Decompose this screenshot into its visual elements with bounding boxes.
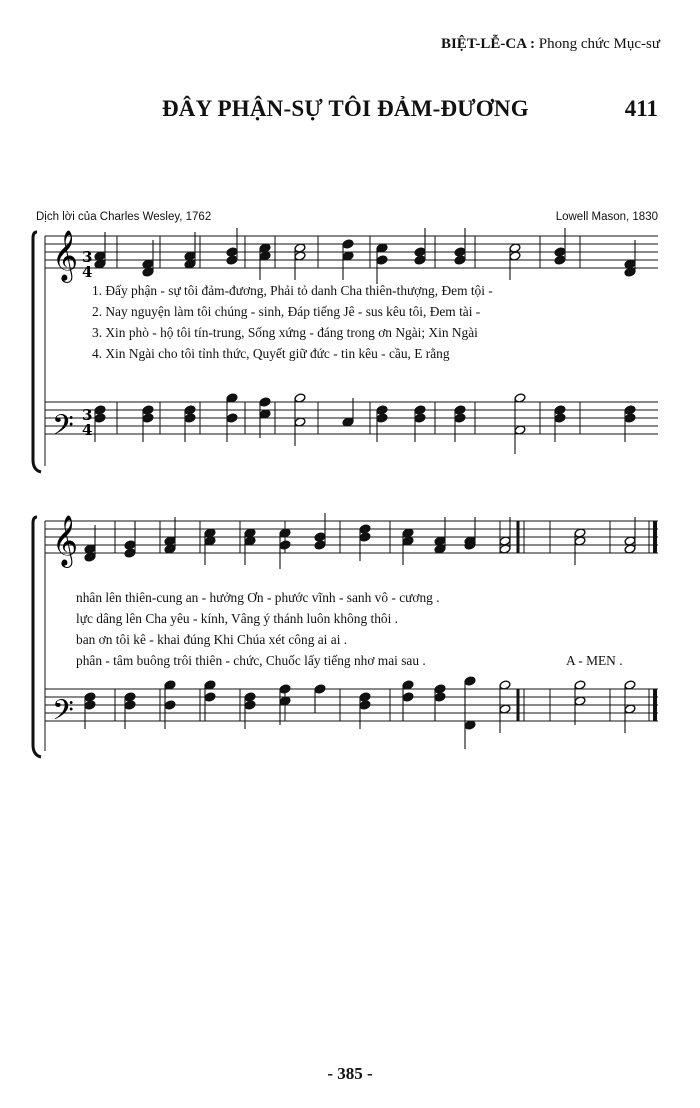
lyric-verse-3: 3. Xin phò - hộ tôi tín-trung, Sống xứng - đáng trong ơn Ngài; Xin Ngài [92,325,478,340]
lyric-verse-4-cont: phân - tâm buông trôi thiên - chức, Chuốc lấy tiếng nhơ mai sau . [76,653,426,668]
system-bracket [33,517,41,757]
system-bracket [33,232,41,472]
hymn-number: 411 [624,96,658,121]
time-sig-bass-top: 3 [82,406,93,424]
time-sig-treble-top: 3 [82,248,93,266]
treble-clef-2: 𝄞 [52,515,79,566]
hymn-title: ĐÂY PHẬN-SỰ TÔI ĐẢM-ĐƯƠNG [162,96,529,121]
note-head [464,676,476,686]
treble-clef-1: 𝄞 [52,230,79,281]
lyric-verse-2-cont: lực dâng lên Cha yêu - kính, Vâng ý thánh luôn không thôi . [76,611,399,626]
translator-credit: Dịch lời của Charles Wesley, 1762 [36,211,212,223]
page-number: - 385 - [327,1064,373,1083]
section-label: BIỆT-LỄ-CA : [440,36,535,52]
section-name: Phong chức Mục-sư [538,36,660,52]
composer-credit: Lowell Mason, 1830 [555,211,658,223]
lyric-verse-3-cont: ban ơn tôi kê - khai đúng Khi Chúa xét công ai ai . [76,632,348,647]
lyric-verse-4: 4. Xin Ngài cho tôi tỉnh thức, Quyết giữ đức - tin kêu - cầu, E rằng [92,346,450,361]
lyric-verse-2: 2. Nay nguyện làm tôi chúng - sinh, Đáp tiếng Jê - sus kêu tôi, Đem tài - [92,304,481,319]
bass-clef-2: 𝄢 [52,694,74,734]
time-sig-bass-bottom: 4 [82,421,93,439]
lyric-verse-1: 1. Đấy phận - sự tôi đảm-đương, Phải tỏ danh Cha thiên-thượng, Đem tội - [92,283,493,298]
lyric-verse-1-cont: nhân lên thiên-cung an - hưởng Ơn - phước vĩnh - sanh vô - cương . [76,590,440,605]
amen-text: A - MEN . [566,653,623,668]
time-sig-treble-bottom: 4 [82,263,93,281]
bass-clef-1: 𝄢 [52,409,74,449]
